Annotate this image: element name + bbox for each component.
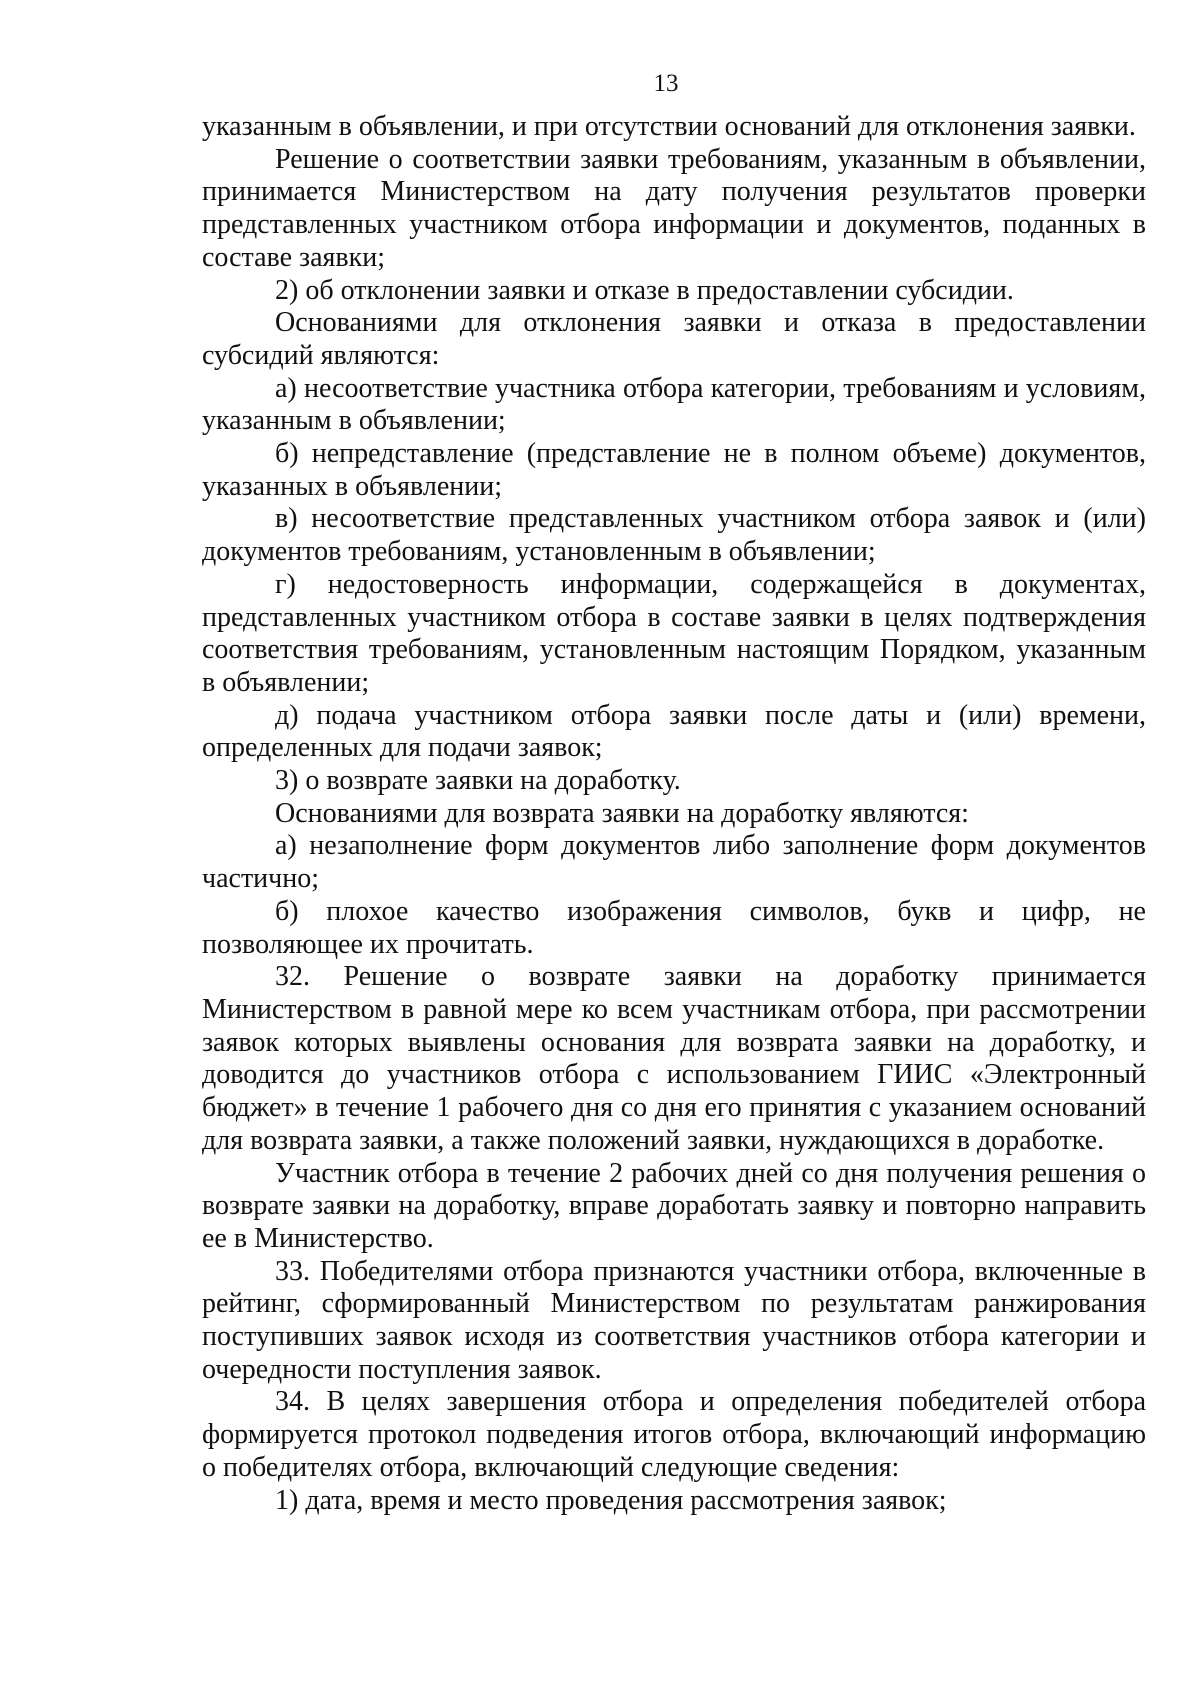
paragraph-clause-32: 32. Решение о возврате заявки на доработку принимается Министерством в равной мере ко всем участникам отбора, при рассмотрении заявок которых выявлены основания для возврата заявки на доработку, и доводится до участников отбора с использованием ГИИС «Электронный бюджет» в течение 1 рабочего дня со дня его принятия с указанием оснований для возврата заявки, а также положений заявки, нуждающихся в доработке. [202, 961, 1146, 1156]
paragraph-protocol-item-1: 1) дата, время и место проведения рассмотрения заявок; [275, 1484, 947, 1516]
paragraph-continuation: указанным в объявлении, и при отсутствии оснований для отклонения заявки. [202, 111, 1136, 142]
document-body [202, 111, 1146, 1517]
paragraph-ground-b: б) непредставление (представление не в полном объеме) документов, указанных в объявлении; [202, 438, 1146, 502]
paragraph-clause-33: 33. Победителями отбора признаются участники отбора, включенные в рейтинг, сформированный Министерством по результатам ранжирования поступивших заявок исходя из соответствия участников отбора категории и очередности поступления заявок. [202, 1255, 1146, 1385]
paragraph-item-2-rejection: 2) об отклонении заявки и отказе в предоставлении субсидии. [275, 274, 1014, 306]
paragraph-return-ground-a: а) незаполнение форм документов либо заполнение форм документов частично; [202, 830, 1146, 895]
page-number: 13 [653, 70, 679, 97]
paragraph-return-grounds: Основаниями для возврата заявки на доработку являются: [275, 797, 969, 829]
paragraph-return-ground-b: б) плохое качество изображения символов, букв и цифр, не позволяющее их прочитать. [202, 895, 1146, 960]
paragraph-rejection-grounds: Основаниями для отклонения заявки и отказа в предоставлении субсидий являются: [202, 307, 1146, 371]
paragraph-ground-d: д) подача участником отбора заявки после даты и (или) времени, определенных для подачи заявок; [202, 699, 1146, 764]
paragraph-ground-g: г) недостоверность информации, содержащейся в документах, представленных участником отбора в составе заявки в целях подтверждения соответствия требованиям, установленным настоящим Порядком, указанным в объявлении; [202, 568, 1146, 698]
paragraph-clause-34: 34. В целях завершения отбора и определения победителей отбора формируется протокол подведения итогов отбора, включающий информацию о победителях отбора, включающий следующие сведения: [202, 1386, 1146, 1483]
paragraph-item-3-return: 3) о возврате заявки на доработку. [275, 765, 681, 797]
paragraph-decision-compliance: Решение о соответствии заявки требованиям, указанным в объявлении, принимается Министерством на дату получения результатов проверки представленных участником отбора информации и документов, поданных в составе заявки; [202, 143, 1146, 273]
paragraph-participant-revision: Участник отбора в течение 2 рабочих дней со дня получения решения о возврате заявки на доработку, вправе доработать заявку и повторно направить ее в Министерство. [202, 1157, 1146, 1254]
paragraph-ground-a: а) несоответствие участника отбора категории, требованиям и условиям, указанным в объявлении; [202, 372, 1146, 437]
paragraph-ground-v: в) несоответствие представленных участником отбора заявок и (или) документов требованиям, установленным в объявлении; [202, 503, 1146, 568]
